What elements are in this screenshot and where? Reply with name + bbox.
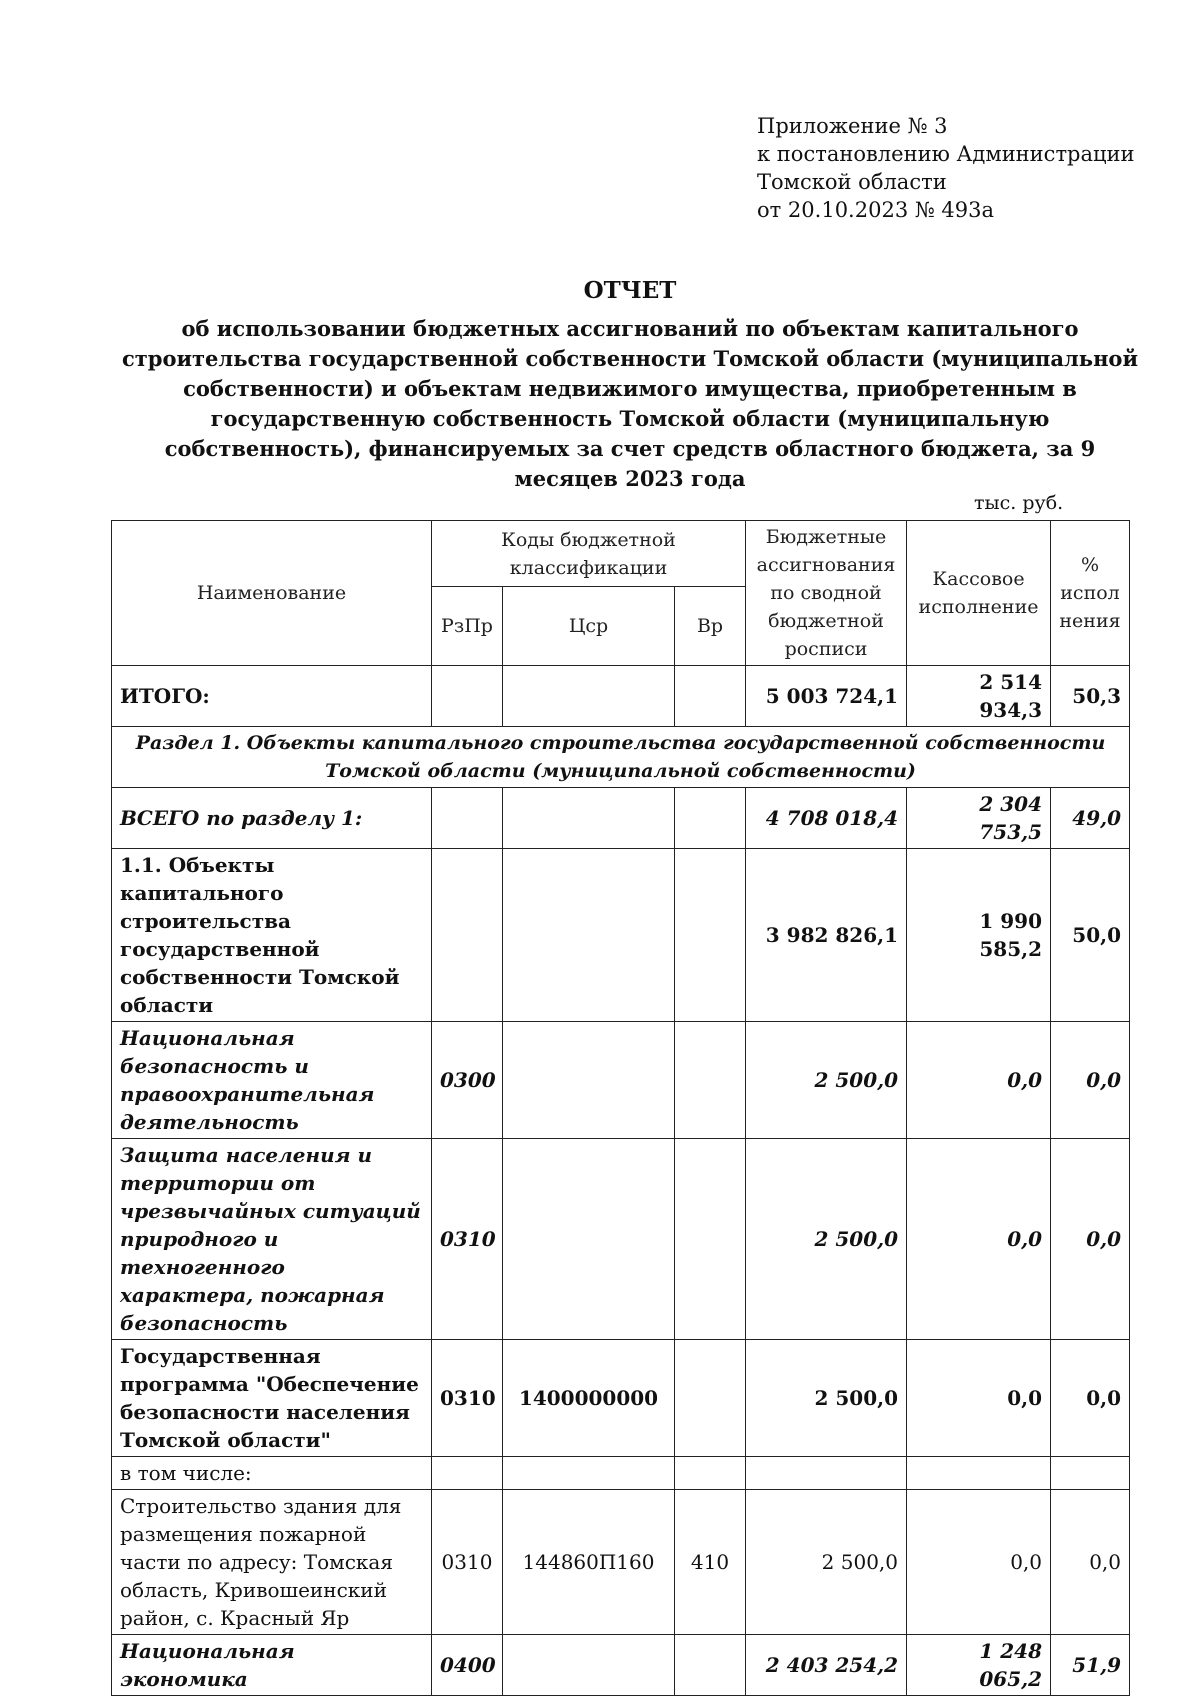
row-cash: 0,0 — [907, 1340, 1051, 1457]
header-name: Наименование — [112, 521, 432, 666]
row-vr — [675, 1022, 746, 1139]
header-percent: % испол нения — [1051, 521, 1130, 666]
row-name: в том числе: — [112, 1457, 432, 1490]
row-percent: 0,0 — [1051, 1139, 1130, 1340]
total-row — [112, 666, 1130, 727]
row-rzpr — [432, 1457, 503, 1490]
row-name: 1.1. Объекты капитального строительства государственной собственности Томской области — [112, 849, 432, 1022]
total-name: ИТОГО: — [112, 666, 432, 727]
row-csr: 144860П160 — [503, 1490, 675, 1635]
appendix-date-line: от 20.10.2023 № 493а — [757, 198, 994, 222]
row-csr — [503, 849, 675, 1022]
row-percent: 0,0 — [1051, 1490, 1130, 1635]
table-row — [112, 1635, 1130, 1696]
table-row — [112, 1490, 1130, 1635]
row-budget: 2 500,0 — [746, 1139, 907, 1340]
row-vr — [675, 1139, 746, 1340]
row-csr — [503, 1635, 675, 1696]
header-budget: Бюджетные ассигнования по сводной бюджетной росписи — [746, 521, 907, 666]
row-cash: 1 990 585,2 — [907, 849, 1051, 1022]
cell-empty — [432, 666, 503, 727]
row-cash: 2 304 753,5 — [907, 788, 1051, 849]
row-vr — [675, 1457, 746, 1490]
row-name: Защита населения и территории от чрезвычайных ситуаций природного и техногенного характера, пожарная безопасность — [112, 1139, 432, 1340]
row-percent: 0,0 — [1051, 1022, 1130, 1139]
row-budget: 4 708 018,4 — [746, 788, 907, 849]
row-percent: 0,0 — [1051, 1340, 1130, 1457]
row-cash: 0,0 — [907, 1490, 1051, 1635]
row-rzpr: 0400 — [432, 1635, 503, 1696]
row-name: ВСЕГО по разделу 1: — [112, 788, 432, 849]
row-percent: 51,9 — [1051, 1635, 1130, 1696]
row-budget — [746, 1457, 907, 1490]
header-codes: Коды бюджетной классификации — [432, 521, 746, 587]
total-percent: 50,3 — [1051, 666, 1130, 727]
row-name: Строительство здания для размещения пожарной части по адресу: Томская область, Кривошеинский район, с. Красный Яр — [112, 1490, 432, 1635]
row-vr: 410 — [675, 1490, 746, 1635]
row-csr — [503, 1457, 675, 1490]
appendix-line: Приложение № 3 — [757, 114, 948, 138]
row-rzpr: 0300 — [432, 1022, 503, 1139]
section-title: Раздел 1. Объекты капитального строительства государственной собственности Томской области (муниципальной собственности) — [112, 727, 1130, 788]
row-name: Государственная программа "Обеспечение безопасности населения Томской области" — [112, 1340, 432, 1457]
row-name: Национальная экономика — [112, 1635, 432, 1696]
table-row — [112, 788, 1130, 849]
row-cash: 0,0 — [907, 1139, 1051, 1340]
row-csr: 1400000000 — [503, 1340, 675, 1457]
row-budget: 2 500,0 — [746, 1022, 907, 1139]
appendix-line: к постановлению Администрации — [757, 142, 1135, 166]
total-cash: 2 514 934,3 — [907, 666, 1051, 727]
table-row — [112, 1022, 1130, 1139]
row-cash: 1 248 065,2 — [907, 1635, 1051, 1696]
header-vr: Вр — [675, 587, 746, 666]
row-percent: 49,0 — [1051, 788, 1130, 849]
row-rzpr — [432, 849, 503, 1022]
report-table — [111, 520, 1130, 1696]
header-row — [112, 521, 1130, 587]
row-budget: 3 982 826,1 — [746, 849, 907, 1022]
row-budget: 2 500,0 — [746, 1490, 907, 1635]
table-row — [112, 1457, 1130, 1490]
row-vr — [675, 788, 746, 849]
row-rzpr: 0310 — [432, 1340, 503, 1457]
row-name: Национальная безопасность и правоохранительная деятельность — [112, 1022, 432, 1139]
row-percent — [1051, 1457, 1130, 1490]
appendix-block — [757, 112, 1135, 224]
row-budget: 2 500,0 — [746, 1340, 907, 1457]
section-header-row — [112, 727, 1130, 788]
total-budget: 5 003 724,1 — [746, 666, 907, 727]
report-title-block — [110, 276, 1150, 494]
units-label: тыс. руб. — [974, 492, 1064, 514]
row-cash — [907, 1457, 1051, 1490]
header-csr: Цср — [503, 587, 675, 666]
row-csr — [503, 788, 675, 849]
appendix-line: Томской области — [757, 170, 947, 194]
header-rzpr: РзПр — [432, 587, 503, 666]
report-title: ОТЧЕТ — [583, 277, 677, 304]
row-budget: 2 403 254,2 — [746, 1635, 907, 1696]
row-percent: 50,0 — [1051, 849, 1130, 1022]
table-row — [112, 849, 1130, 1022]
cell-empty — [675, 666, 746, 727]
report-subtitle: об использовании бюджетных ассигнований по объектам капитального строительства государственной собственности Томской области (муниципальной собственности) и объектам недвижимого имущества, приобретенным в государственную собственность Томской области (муниципальную собственность), финансируемых за счет средств областного бюджета, за 9 месяцев 2023 года — [121, 316, 1139, 491]
row-vr — [675, 1635, 746, 1696]
table-row — [112, 1340, 1130, 1457]
header-cash: Кассовое исполнение — [907, 521, 1051, 666]
row-cash: 0,0 — [907, 1022, 1051, 1139]
table-row — [112, 1139, 1130, 1340]
row-vr — [675, 849, 746, 1022]
row-rzpr: 0310 — [432, 1139, 503, 1340]
row-csr — [503, 1139, 675, 1340]
row-vr — [675, 1340, 746, 1457]
row-rzpr — [432, 788, 503, 849]
row-csr — [503, 1022, 675, 1139]
row-rzpr: 0310 — [432, 1490, 503, 1635]
cell-empty — [503, 666, 675, 727]
